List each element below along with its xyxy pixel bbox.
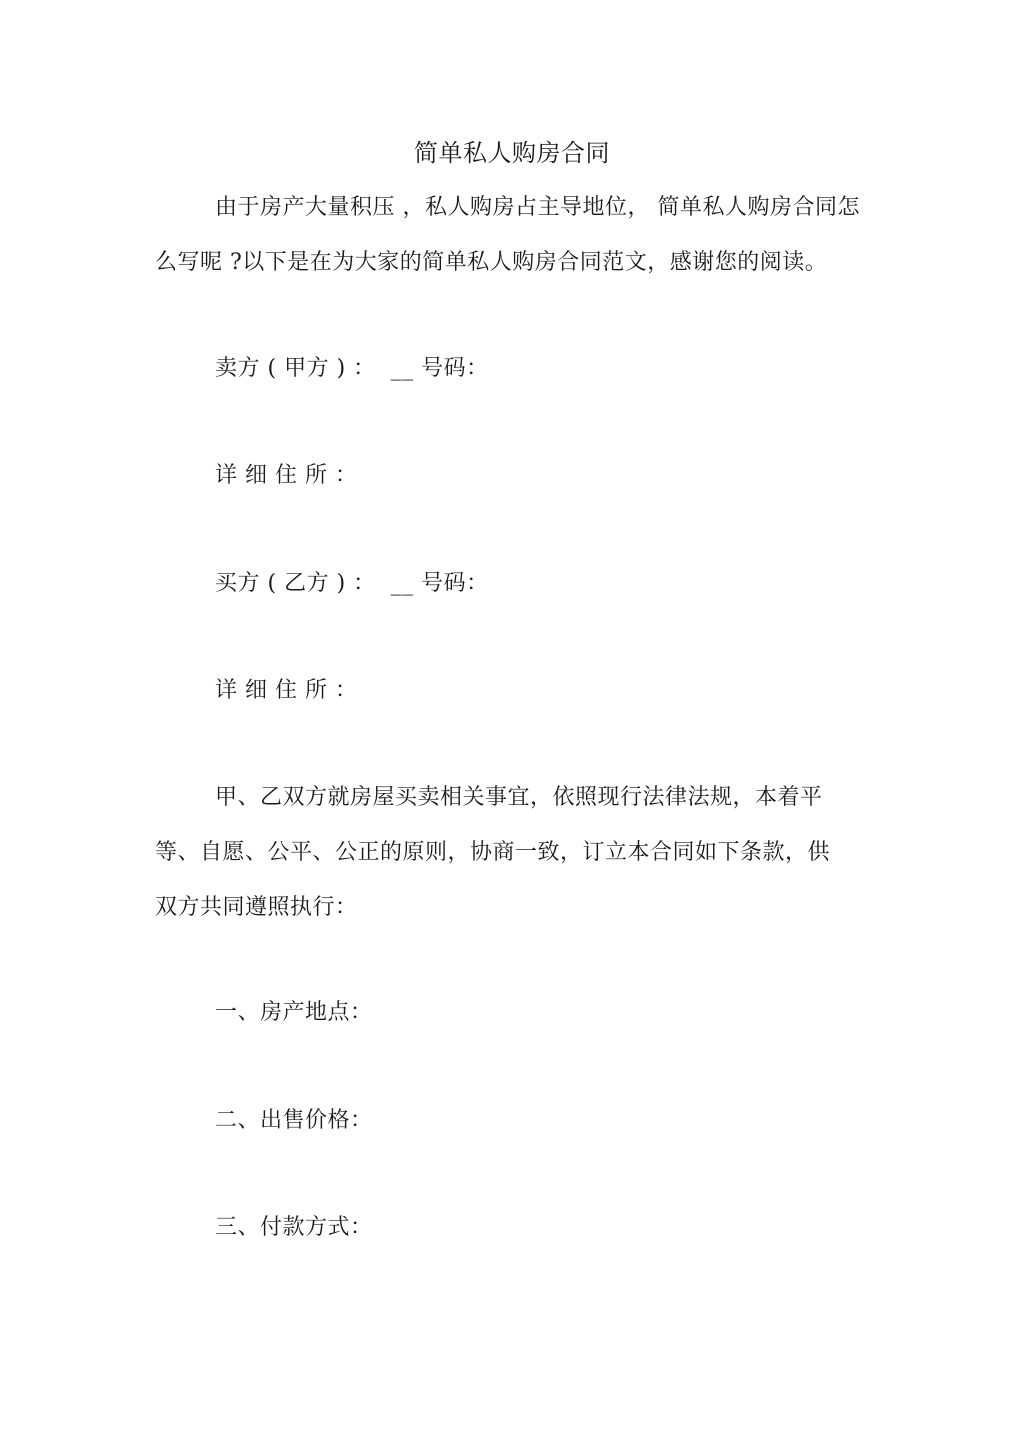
buyer-label: 买方 ( 乙方 ) ： __ 号码：	[215, 571, 489, 596]
clause-price: 二、出售价格：	[215, 1108, 373, 1133]
document-title: 简单私人购房合同	[414, 139, 610, 167]
preamble-line-2: 等、自愿、公平、公正的原则，协商一致，订立本合同如下条款，供	[155, 840, 831, 865]
preamble-line-1: 甲、乙双方就房屋买卖相关事宜，依照现行法律法规，本着平	[215, 785, 823, 810]
intro-line-1: 由于房产大量积压 ，私人购房占主导地位， 简单私人购房合同怎	[215, 195, 860, 220]
clause-payment: 三、付款方式：	[215, 1215, 373, 1240]
clause-location: 一、房产地点：	[215, 1000, 373, 1025]
buyer-address-label: 详 细 住 所 ：	[215, 678, 358, 703]
intro-line-2: 么写呢 ?以下是在为大家的简单私人购房合同范文，感谢您的阅读。	[155, 250, 828, 275]
seller-label: 卖方 ( 甲方 ) ： __ 号码：	[215, 356, 489, 381]
preamble-line-3: 双方共同遵照执行：	[155, 895, 358, 920]
seller-address-label: 详 细 住 所 ：	[215, 463, 358, 488]
